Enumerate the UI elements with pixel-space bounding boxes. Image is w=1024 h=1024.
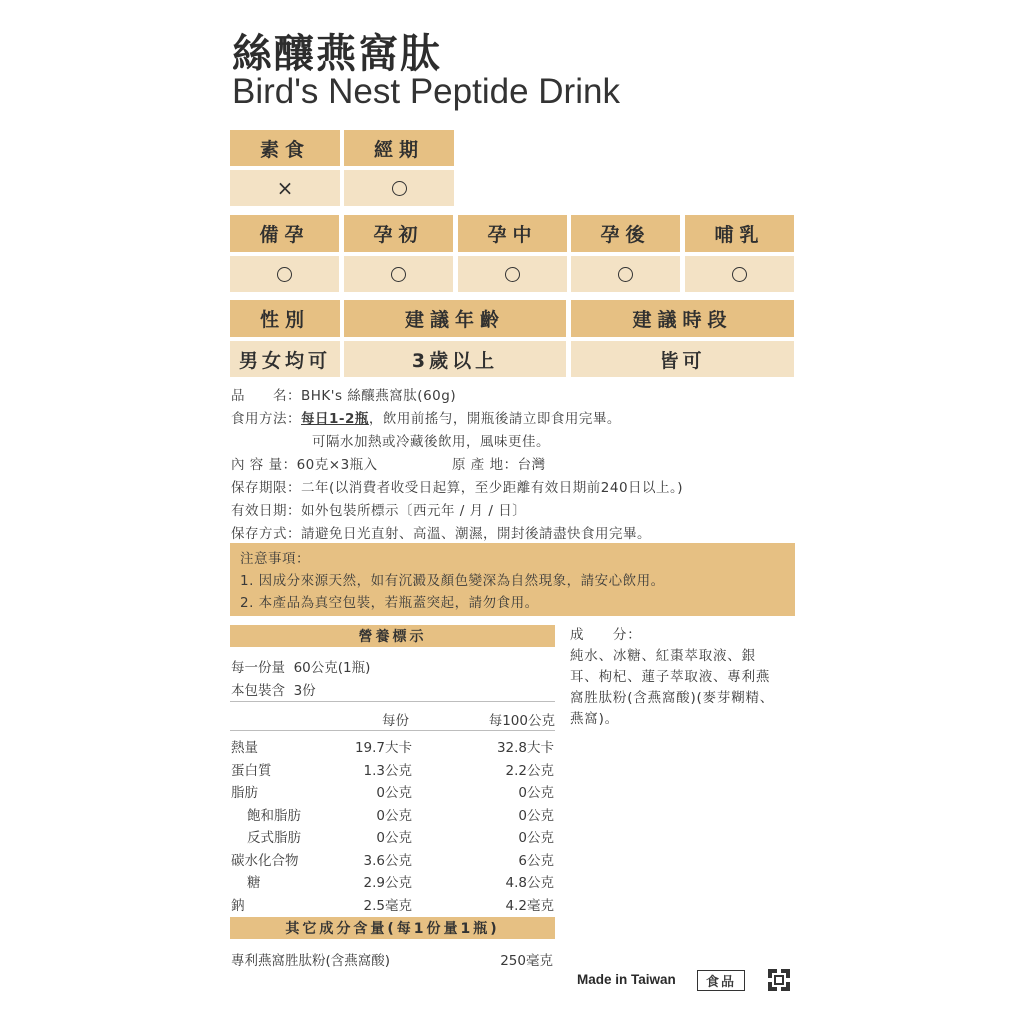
nutrient-per-serving: 0公克 [376,830,412,846]
nutrient-name: 蛋白質 [231,762,272,779]
nutrient-per-serving: 19.7大卡 [354,740,412,756]
suit-header: 素食 [230,130,340,166]
col-header-per100: 每100公克 [488,713,555,729]
info-expiry-row: 有效日期：如外包裝所標示〔西元年 / 月 / 日〕 [231,503,527,519]
suit-header: 孕初 [344,215,453,252]
product-title-zh: 絲釀燕窩肽 [232,31,442,77]
nutrient-name: 鈉 [231,897,245,914]
suit-header: 經期 [344,130,454,166]
suit-header: 備孕 [230,215,339,252]
nutrient-name: 飽和脂肪 [247,807,301,824]
other-ingredient-value: 250毫克 [500,953,553,969]
suit-value [344,170,454,206]
info-storage-row: 保存方式：請避免日光直射、高溫、潮濕，開封後請盡快食用完畢。 [231,526,651,542]
nutrient-name: 碳水化合物 [231,852,299,869]
cross-icon: × [276,176,294,200]
notice-title: 注意事項： [240,551,310,567]
nutrient-name: 熱量 [231,740,258,756]
nutrient-name: 反式脂肪 [247,830,301,846]
nutrient-per-100g: 6公克 [518,852,554,869]
other-ingredients-title: 其它成分含量(每1份量1瓶) [230,917,555,939]
nutrient-name: 脂肪 [231,785,258,801]
nutrient-per-100g: 0公克 [518,807,554,824]
notice-item-1: 1. 因成分來源天然，如有沉澱及顏色變深為自然現象，請安心飲用。 [240,573,665,589]
nutrient-name: 糖 [247,875,261,891]
ingredients-block [570,625,800,730]
circle-icon [391,267,406,282]
recycle-icon [765,966,793,994]
nutrient-per-serving: 3.6公克 [363,852,412,869]
col-header-per: 每份 [382,713,409,729]
nutrient-per-100g: 4.8公克 [505,875,554,891]
notice-box [230,543,795,616]
suit-value [230,256,339,292]
ingredients-label: 成 分： [570,627,642,643]
ingredients-line: 耳、枸杞、蓮子萃取液、專利燕 [570,669,771,685]
nutrient-per-serving: 0公克 [376,807,412,824]
info-usage-line2: 可隔水加熱或冷藏後飲用，風味更佳。 [312,434,550,450]
info-content-row: 內 容 量：60克×3瓶入 [231,457,378,473]
suit-header: 孕後 [571,215,680,252]
ingredients-line: 純水、冰糖、紅棗萃取液、銀 [570,648,756,664]
ingredients-line: 燕窩)。 [570,711,619,727]
nutrient-per-serving: 0公克 [376,785,412,801]
suit-value [230,170,340,206]
nutrient-per-serving: 1.3公克 [363,762,412,779]
suit-header: 建議年齡 [344,300,566,337]
nutrition-title: 營養標示 [230,625,555,647]
other-ingredient-name: 專利燕窩胜肽粉(含燕窩酸) [231,953,391,969]
circle-icon [277,267,292,282]
made-in-taiwan: Made in Taiwan [577,972,676,987]
nutrient-per-serving: 2.9公克 [363,875,412,891]
info-usage-row: 食用方法：每日1-2瓶，飲用前搖勻，開瓶後請立即食用完畢。 [231,411,621,427]
nutrient-per-100g: 4.2毫克 [505,897,554,914]
suit-value: 男女均可 [230,341,340,377]
circle-icon [618,267,633,282]
circle-icon [505,267,520,282]
suit-value [344,256,453,292]
nutrient-per-100g: 32.8大卡 [496,740,554,756]
nutrient-per-serving: 2.5毫克 [363,897,412,914]
nutrient-per-100g: 0公克 [518,830,554,846]
nutrient-per-100g: 2.2公克 [505,762,554,779]
suit-header: 性別 [230,300,340,337]
serving-row: 每一份量 60公克(1瓶) [231,660,371,676]
divider [230,730,555,731]
suit-value [685,256,794,292]
suit-value [571,256,680,292]
divider [230,701,555,702]
ingredients-line: 窩胜肽粉(含燕窩酸)(麥芽糊精、 [570,690,775,706]
suit-header: 建議時段 [571,300,794,337]
suit-value: 皆可 [571,341,794,377]
circle-icon [732,267,747,282]
circle-icon [392,181,407,196]
suit-header: 哺乳 [685,215,794,252]
suit-value: 3歲以上 [344,341,566,377]
info-origin-row: 原 產 地：台灣 [452,457,546,473]
product-title-en: Bird's Nest Peptide Drink [232,72,620,111]
info-name-row: 品 名：BHK's 絲釀燕窩肽(60g) [231,388,457,404]
suit-value [458,256,567,292]
nutrient-per-100g: 0公克 [518,785,554,801]
suit-header: 孕中 [458,215,567,252]
pack-row: 本包裝含 3份 [231,683,316,699]
food-mark: 食品 [697,970,745,991]
notice-item-2: 2. 本產品為真空包裝，若瓶蓋突起，請勿食用。 [240,595,539,611]
info-shelf-row: 保存期限：二年(以消費者收受日起算，至少距離有效日期前240日以上。) [231,480,684,496]
